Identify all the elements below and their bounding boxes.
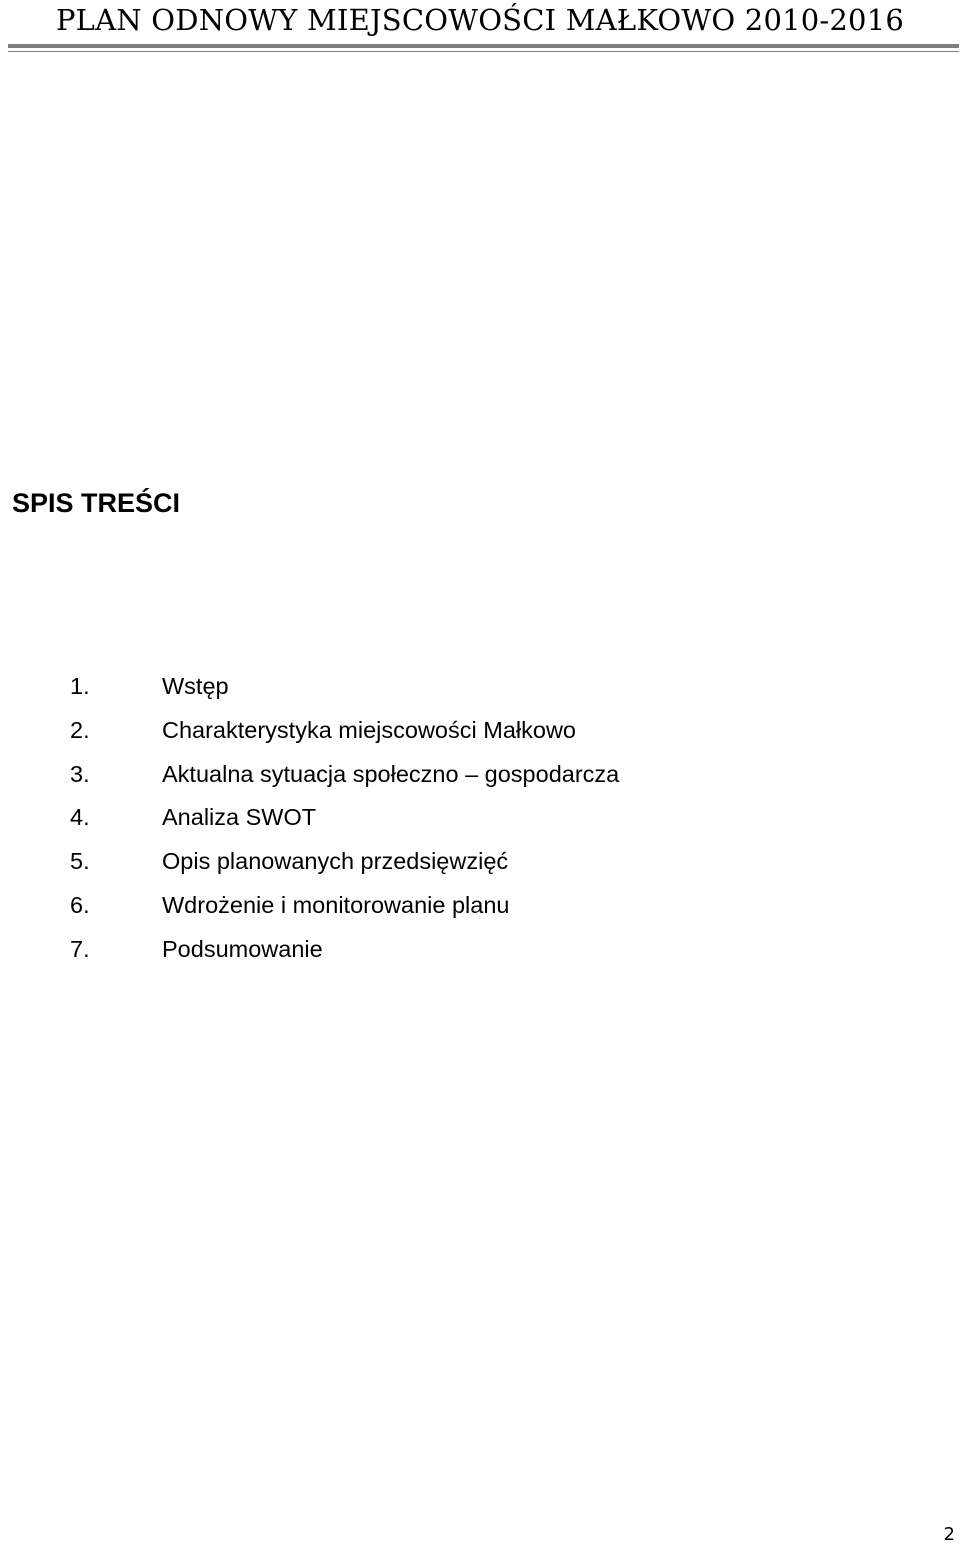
toc-item-number: 2. xyxy=(70,716,90,743)
header-rule-thin xyxy=(8,51,959,52)
toc-item-number: 1. xyxy=(70,673,90,699)
toc-item-text: Podsumowanie xyxy=(162,935,323,962)
toc-item-number: 5. xyxy=(70,848,90,875)
toc-item-number: 3. xyxy=(70,760,90,787)
page-number: 2 xyxy=(943,1524,955,1545)
toc-heading: SPIS TREŚCI xyxy=(12,488,181,518)
toc-item-text: Wstęp xyxy=(162,673,229,699)
toc-item-text: Charakterystyka miejscowości Małkowo xyxy=(162,716,576,743)
header-rule-thick xyxy=(8,44,959,48)
document-header-title: PLAN ODNOWY MIEJSCOWOŚCI MAŁKOWO 2010-2016 xyxy=(55,3,905,37)
toc-item-text: Wdrożenie i monitorowanie planu xyxy=(162,891,510,918)
toc-item-number: 4. xyxy=(70,804,90,831)
toc-item-text: Opis planowanych przedsięwzięć xyxy=(162,848,509,875)
toc-item-text: Aktualna sytuacja społeczno – gospodarcza xyxy=(162,760,620,787)
toc-item-text: Analiza SWOT xyxy=(162,804,317,831)
toc-item-number: 7. xyxy=(70,935,90,962)
toc-item-number: 6. xyxy=(70,891,90,918)
